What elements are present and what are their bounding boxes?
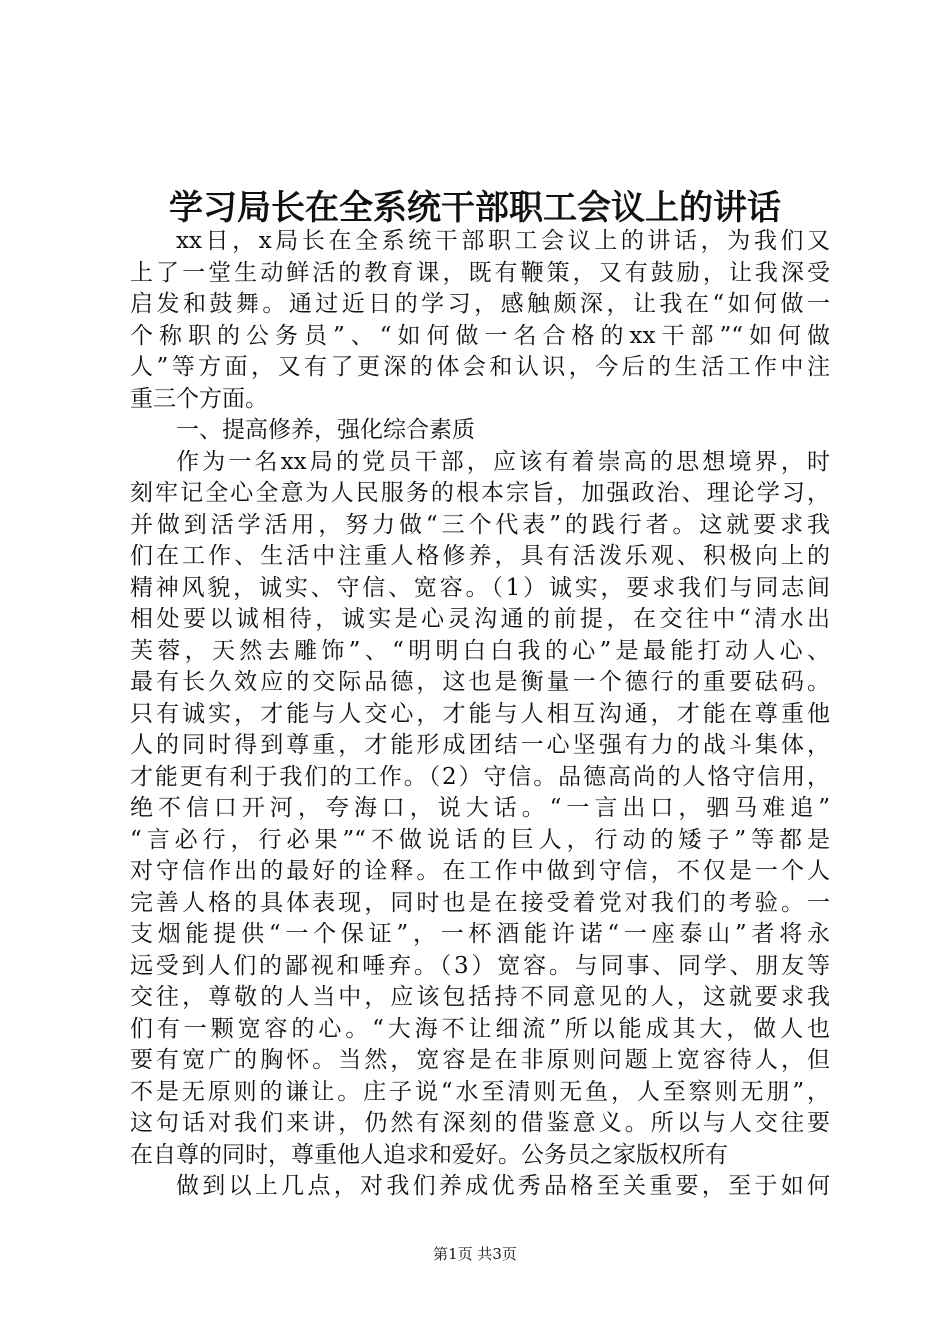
body-line: 要有宽广的胸怀。当然，宽容是在非原则问题上宽容待人，但 <box>130 1047 830 1073</box>
body-line: 在自尊的同时，尊重他人追求和爱好。公务员之家版权所有 <box>130 1141 728 1168</box>
body-line: 们有一颗宽容的心。“大海不让细流”所以能成其大，做人也 <box>130 1015 830 1042</box>
document-body <box>130 226 830 1203</box>
body-line: 重三个方面。 <box>130 385 268 412</box>
body-line: 人的同时得到尊重，才能形成团结一心坚强有力的战斗集体， <box>130 732 830 758</box>
body-line: 相处要以诚相待，诚实是心灵沟通的前提，在交往中“清水出 <box>130 606 830 632</box>
body-line: 交往，尊敬的人当中，应该包括持不同意见的人，这就要求我 <box>130 984 830 1010</box>
body-line: 只有诚实，才能与人交心，才能与人相互沟通，才能在尊重他 <box>130 700 830 727</box>
body-line: 一、提高修养，强化综合素质 <box>176 417 475 443</box>
body-line: 支烟能提供“一个保证”，一杯酒能许诺“一座泰山”者将永 <box>130 921 830 947</box>
body-line: 作为一名xx局的党员干部，应该有着崇高的思想境界，时 <box>176 448 830 475</box>
body-line: 们在工作、生活中注重人格修养，具有活泼乐观、积极向上的 <box>130 543 830 569</box>
body-line: 精神风貌，诚实、守信、宽容。（1）诚实，要求我们与同志间 <box>130 574 830 601</box>
body-line: “言必行，行必果”“不做说话的巨人，行动的矮子”等都是 <box>130 826 830 853</box>
body-line: 启发和鼓舞。通过近日的学习，感触颇深，让我在“如何做一 <box>130 291 830 317</box>
body-line: 人”等方面，又有了更深的体会和认识，今后的生活工作中注 <box>130 354 830 380</box>
document-title: 学习局长在全系统干部职工会议上的讲话 <box>169 188 781 228</box>
body-line: 这句话对我们来讲，仍然有深刻的借鉴意义。所以与人交往要 <box>130 1110 830 1136</box>
body-line: 刻牢记全心全意为人民服务的根本宗旨，加强政治、理论学习， <box>130 480 830 506</box>
body-line: 上了一堂生动鲜活的教育课，既有鞭策，又有鼓励，让我深受 <box>130 259 830 286</box>
body-line: xx日，x局长在全系统干部职工会议上的讲话，为我们又 <box>176 228 830 254</box>
body-line: 不是无原则的谦让。庄子说“水至清则无鱼，人至察则无朋”， <box>130 1078 830 1105</box>
body-line: 并做到活学活用，努力做“三个代表”的践行者。这就要求我 <box>130 511 830 538</box>
body-line: 芙蓉，天然去雕饰”、“明明白白我的心”是最能打动人心、 <box>130 637 830 664</box>
body-line: 对守信作出的最好的诠释。在工作中做到守信，不仅是一个人 <box>130 858 830 884</box>
page-footer: 第1页 共3页 <box>433 1245 517 1263</box>
body-line: 做到以上几点，对我们养成优秀品格至关重要，至于如何 <box>176 1173 830 1199</box>
body-line: 才能更有利于我们的工作。（2）守信。品德高尚的人恪守信用， <box>130 763 830 790</box>
body-line: 远受到人们的鄙视和唾弃。（3）宽容。与同事、同学、朋友等 <box>130 952 830 979</box>
body-line: 个称职的公务员”、“如何做一名合格的xx干部”“如何做 <box>130 322 830 349</box>
body-line: 完善人格的具体表现，同时也是在接受着党对我们的考验。一 <box>130 889 830 916</box>
body-line: 绝不信口开河，夸海口，说大话。“一言出口，驷马难追” <box>130 795 830 821</box>
body-line: 最有长久效应的交际品德，这也是衡量一个德行的重要砝码。 <box>130 669 830 695</box>
